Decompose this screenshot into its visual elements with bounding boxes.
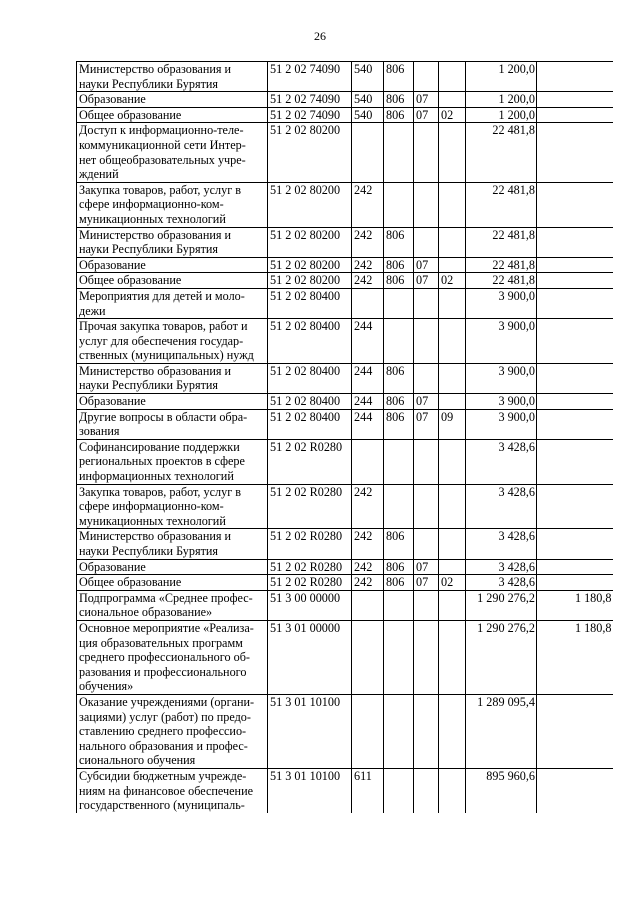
name-line: Субсидии бюджетным учрежде- bbox=[79, 768, 247, 783]
extra-amount-cell bbox=[537, 559, 613, 575]
name-line: коммуникационной сети Интер- bbox=[79, 137, 246, 152]
grbs-cell bbox=[384, 590, 414, 620]
name-line: сфере информационно-ком- bbox=[79, 197, 224, 212]
code-cell: 51 2 02 80400 bbox=[268, 409, 352, 439]
table-row bbox=[77, 394, 613, 410]
section-cell bbox=[414, 319, 439, 364]
section-cell bbox=[414, 768, 439, 812]
amount-cell: 895 960,6 bbox=[466, 768, 537, 812]
extra-amount-cell bbox=[537, 182, 613, 227]
extra-amount-cell bbox=[537, 694, 613, 768]
amount-cell: 22 481,8 bbox=[466, 227, 537, 257]
expense-type-cell: 242 bbox=[352, 529, 384, 559]
extra-amount-cell bbox=[537, 409, 613, 439]
name-line: сфере информационно-ком- bbox=[79, 499, 224, 514]
name-line: Министерство образования и bbox=[79, 62, 232, 76]
grbs-cell: 806 bbox=[384, 409, 414, 439]
name-cell bbox=[77, 288, 268, 318]
name-cell bbox=[77, 107, 268, 123]
name-line: Министерство образования и bbox=[79, 363, 232, 378]
name-line: государственного (муниципаль- bbox=[79, 798, 245, 813]
section-cell: 07 bbox=[414, 409, 439, 439]
extra-amount-cell bbox=[537, 123, 613, 182]
table-row bbox=[77, 409, 613, 439]
section-cell: 07 bbox=[414, 257, 439, 273]
table-row bbox=[77, 288, 613, 318]
expense-type-cell bbox=[352, 123, 384, 182]
name-line: Софинансирование поддержки bbox=[79, 439, 240, 454]
code-cell: 51 2 02 80200 bbox=[268, 227, 352, 257]
extra-amount-cell bbox=[537, 227, 613, 257]
table-row bbox=[77, 92, 613, 108]
grbs-cell bbox=[384, 768, 414, 812]
amount-cell: 3 900,0 bbox=[466, 319, 537, 364]
name-line: сионального обучения bbox=[79, 753, 196, 768]
budget-table bbox=[76, 61, 613, 813]
name-cell bbox=[77, 409, 268, 439]
expense-type-cell: 244 bbox=[352, 319, 384, 364]
extra-amount-cell bbox=[537, 257, 613, 273]
code-cell: 51 2 02 R0280 bbox=[268, 529, 352, 559]
table-row bbox=[77, 363, 613, 393]
amount-cell: 3 900,0 bbox=[466, 288, 537, 318]
code-cell: 51 2 02 80200 bbox=[268, 257, 352, 273]
name-line: Подпрограмма «Среднее профес- bbox=[79, 590, 253, 605]
table-row bbox=[77, 182, 613, 227]
name-cell bbox=[77, 273, 268, 289]
expense-type-cell bbox=[352, 439, 384, 484]
name-cell bbox=[77, 559, 268, 575]
code-cell: 51 3 01 10100 bbox=[268, 694, 352, 768]
extra-amount-cell bbox=[537, 529, 613, 559]
name-line: Закупка товаров, работ, услуг в bbox=[79, 182, 241, 197]
extra-amount-cell: 1 180,8 bbox=[537, 590, 613, 620]
grbs-cell: 806 bbox=[384, 394, 414, 410]
subsection-cell bbox=[439, 319, 466, 364]
table-row bbox=[77, 319, 613, 364]
amount-cell: 22 481,8 bbox=[466, 123, 537, 182]
extra-amount-cell bbox=[537, 319, 613, 364]
code-cell: 51 2 02 74090 bbox=[268, 107, 352, 123]
subsection-cell bbox=[439, 182, 466, 227]
name-line: Образование bbox=[79, 394, 146, 409]
name-cell bbox=[77, 694, 268, 768]
name-line: Общее образование bbox=[79, 107, 182, 122]
expense-type-cell: 242 bbox=[352, 484, 384, 529]
code-cell: 51 3 00 00000 bbox=[268, 590, 352, 620]
grbs-cell bbox=[384, 319, 414, 364]
subsection-cell bbox=[439, 123, 466, 182]
grbs-cell: 806 bbox=[384, 273, 414, 289]
subsection-cell bbox=[439, 227, 466, 257]
name-line: среднего профессионального об- bbox=[79, 650, 250, 665]
grbs-cell: 806 bbox=[384, 363, 414, 393]
name-cell bbox=[77, 62, 268, 92]
section-cell bbox=[414, 182, 439, 227]
code-cell: 51 2 02 R0280 bbox=[268, 575, 352, 591]
amount-cell: 3 900,0 bbox=[466, 409, 537, 439]
name-cell bbox=[77, 257, 268, 273]
section-cell bbox=[414, 620, 439, 694]
table-row bbox=[77, 575, 613, 591]
code-cell: 51 2 02 R0280 bbox=[268, 439, 352, 484]
name-line: зования bbox=[79, 424, 120, 439]
expense-type-cell: 242 bbox=[352, 182, 384, 227]
name-line: Образование bbox=[79, 257, 146, 272]
name-line: Другие вопросы в области обра- bbox=[79, 409, 248, 424]
subsection-cell: 02 bbox=[439, 575, 466, 591]
grbs-cell: 806 bbox=[384, 529, 414, 559]
code-cell: 51 3 01 00000 bbox=[268, 620, 352, 694]
table-row bbox=[77, 123, 613, 182]
grbs-cell bbox=[384, 484, 414, 529]
grbs-cell bbox=[384, 288, 414, 318]
table-row bbox=[77, 227, 613, 257]
table-row bbox=[77, 768, 613, 812]
section-cell: 07 bbox=[414, 92, 439, 108]
extra-amount-cell bbox=[537, 484, 613, 529]
name-cell bbox=[77, 363, 268, 393]
code-cell: 51 2 02 80400 bbox=[268, 288, 352, 318]
section-cell bbox=[414, 62, 439, 92]
name-line: науки Республики Бурятия bbox=[79, 378, 219, 393]
grbs-cell: 806 bbox=[384, 92, 414, 108]
extra-amount-cell bbox=[537, 394, 613, 410]
name-line: Мероприятия для детей и моло- bbox=[79, 288, 245, 303]
expense-type-cell bbox=[352, 620, 384, 694]
subsection-cell bbox=[439, 768, 466, 812]
name-line: науки Республики Бурятия bbox=[79, 242, 219, 257]
table-row bbox=[77, 620, 613, 694]
grbs-cell bbox=[384, 620, 414, 694]
name-line: ниям на финансовое обеспечение bbox=[79, 783, 254, 798]
amount-cell: 1 290 276,2 bbox=[466, 620, 537, 694]
extra-amount-cell bbox=[537, 92, 613, 108]
name-cell bbox=[77, 182, 268, 227]
amount-cell: 1 289 095,4 bbox=[466, 694, 537, 768]
name-line: Прочая закупка товаров, работ и bbox=[79, 319, 248, 334]
code-cell: 51 3 01 10100 bbox=[268, 768, 352, 812]
name-line: Общее образование bbox=[79, 273, 182, 288]
name-cell bbox=[77, 92, 268, 108]
name-cell bbox=[77, 590, 268, 620]
amount-cell: 3 900,0 bbox=[466, 363, 537, 393]
grbs-cell: 806 bbox=[384, 575, 414, 591]
name-line: обучения» bbox=[79, 679, 134, 694]
name-cell bbox=[77, 575, 268, 591]
amount-cell: 1 200,0 bbox=[466, 92, 537, 108]
name-line: информационных технологий bbox=[79, 469, 234, 484]
extra-amount-cell bbox=[537, 62, 613, 92]
section-cell: 07 bbox=[414, 273, 439, 289]
name-line: нального образования и профес- bbox=[79, 738, 248, 753]
amount-cell: 3 428,6 bbox=[466, 439, 537, 484]
subsection-cell bbox=[439, 484, 466, 529]
section-cell bbox=[414, 288, 439, 318]
name-cell bbox=[77, 768, 268, 812]
name-cell bbox=[77, 439, 268, 484]
amount-cell: 1 290 276,2 bbox=[466, 590, 537, 620]
section-cell bbox=[414, 439, 439, 484]
name-line: Оказание учреждениями (органи- bbox=[79, 694, 255, 709]
expense-type-cell bbox=[352, 694, 384, 768]
name-line: муникационных технологий bbox=[79, 211, 226, 226]
expense-type-cell: 242 bbox=[352, 257, 384, 273]
amount-cell: 3 428,6 bbox=[466, 484, 537, 529]
name-line: ждений bbox=[79, 167, 119, 182]
section-cell bbox=[414, 590, 439, 620]
name-line: Закупка товаров, работ, услуг в bbox=[79, 484, 241, 499]
subsection-cell: 02 bbox=[439, 273, 466, 289]
name-cell bbox=[77, 620, 268, 694]
name-cell bbox=[77, 123, 268, 182]
amount-cell: 3 900,0 bbox=[466, 394, 537, 410]
extra-amount-cell bbox=[537, 439, 613, 484]
section-cell bbox=[414, 227, 439, 257]
table-row bbox=[77, 107, 613, 123]
name-line: Министерство образования и bbox=[79, 227, 232, 242]
subsection-cell bbox=[439, 394, 466, 410]
subsection-cell bbox=[439, 620, 466, 694]
section-cell bbox=[414, 529, 439, 559]
name-line: Доступ к информационно-теле- bbox=[79, 123, 244, 138]
code-cell: 51 2 02 80400 bbox=[268, 319, 352, 364]
name-line: Министерство образования и bbox=[79, 529, 232, 544]
grbs-cell bbox=[384, 694, 414, 768]
name-line: Образование bbox=[79, 92, 146, 107]
name-line: нет общеобразовательных учре- bbox=[79, 152, 246, 167]
table-row bbox=[77, 439, 613, 484]
section-cell bbox=[414, 363, 439, 393]
name-line: зациями) услуг (работ) по предо- bbox=[79, 709, 251, 724]
section-cell: 07 bbox=[414, 575, 439, 591]
expense-type-cell: 242 bbox=[352, 575, 384, 591]
section-cell bbox=[414, 484, 439, 529]
subsection-cell bbox=[439, 363, 466, 393]
subsection-cell bbox=[439, 590, 466, 620]
expense-type-cell: 244 bbox=[352, 409, 384, 439]
name-line: Общее образование bbox=[79, 575, 182, 590]
amount-cell: 1 200,0 bbox=[466, 107, 537, 123]
extra-amount-cell bbox=[537, 768, 613, 812]
subsection-cell bbox=[439, 694, 466, 768]
extra-amount-cell bbox=[537, 273, 613, 289]
table-row bbox=[77, 590, 613, 620]
extra-amount-cell bbox=[537, 575, 613, 591]
expense-type-cell: 540 bbox=[352, 107, 384, 123]
grbs-cell bbox=[384, 123, 414, 182]
table-row bbox=[77, 484, 613, 529]
grbs-cell: 806 bbox=[384, 62, 414, 92]
table-row bbox=[77, 273, 613, 289]
extra-amount-cell bbox=[537, 363, 613, 393]
name-cell bbox=[77, 529, 268, 559]
code-cell: 51 2 02 74090 bbox=[268, 62, 352, 92]
name-cell bbox=[77, 484, 268, 529]
amount-cell: 22 481,8 bbox=[466, 182, 537, 227]
name-cell bbox=[77, 319, 268, 364]
amount-cell: 3 428,6 bbox=[466, 529, 537, 559]
section-cell bbox=[414, 123, 439, 182]
name-line: сиональное образование» bbox=[79, 605, 213, 620]
subsection-cell: 02 bbox=[439, 107, 466, 123]
subsection-cell bbox=[439, 257, 466, 273]
code-cell: 51 2 02 80200 bbox=[268, 123, 352, 182]
code-cell: 51 2 02 80200 bbox=[268, 182, 352, 227]
table-row bbox=[77, 694, 613, 768]
expense-type-cell: 611 bbox=[352, 768, 384, 812]
name-line: науки Республики Бурятия bbox=[79, 76, 219, 91]
expense-type-cell bbox=[352, 288, 384, 318]
name-line: ция образовательных программ bbox=[79, 635, 243, 650]
extra-amount-cell bbox=[537, 288, 613, 318]
table-row bbox=[77, 529, 613, 559]
page-number: 26 bbox=[314, 29, 326, 43]
name-cell bbox=[77, 227, 268, 257]
amount-cell: 22 481,8 bbox=[466, 257, 537, 273]
grbs-cell: 806 bbox=[384, 257, 414, 273]
section-cell bbox=[414, 694, 439, 768]
subsection-cell bbox=[439, 559, 466, 575]
name-line: разования и профессионального bbox=[79, 664, 247, 679]
name-line: услуг для обеспечения государ- bbox=[79, 333, 244, 348]
expense-type-cell: 242 bbox=[352, 227, 384, 257]
subsection-cell bbox=[439, 288, 466, 318]
subsection-cell bbox=[439, 439, 466, 484]
expense-type-cell: 244 bbox=[352, 394, 384, 410]
grbs-cell bbox=[384, 439, 414, 484]
expense-type-cell: 242 bbox=[352, 559, 384, 575]
expense-type-cell: 244 bbox=[352, 363, 384, 393]
name-cell bbox=[77, 394, 268, 410]
table-row bbox=[77, 559, 613, 575]
amount-cell: 3 428,6 bbox=[466, 559, 537, 575]
subsection-cell bbox=[439, 529, 466, 559]
expense-type-cell: 242 bbox=[352, 273, 384, 289]
section-cell: 07 bbox=[414, 559, 439, 575]
code-cell: 51 2 02 74090 bbox=[268, 92, 352, 108]
extra-amount-cell bbox=[537, 107, 613, 123]
name-line: науки Республики Бурятия bbox=[79, 544, 219, 558]
amount-cell: 3 428,6 bbox=[466, 575, 537, 591]
code-cell: 51 2 02 80400 bbox=[268, 363, 352, 393]
name-line: ставлению среднего профессио- bbox=[79, 724, 247, 739]
grbs-cell: 806 bbox=[384, 559, 414, 575]
amount-cell: 22 481,8 bbox=[466, 273, 537, 289]
code-cell: 51 2 02 80400 bbox=[268, 394, 352, 410]
expense-type-cell bbox=[352, 590, 384, 620]
table-row bbox=[77, 257, 613, 273]
section-cell: 07 bbox=[414, 107, 439, 123]
code-cell: 51 2 02 80200 bbox=[268, 273, 352, 289]
name-line: региональных проектов в сфере bbox=[79, 454, 245, 469]
grbs-cell: 806 bbox=[384, 227, 414, 257]
subsection-cell: 09 bbox=[439, 409, 466, 439]
name-line: Образование bbox=[79, 559, 146, 574]
expense-type-cell: 540 bbox=[352, 92, 384, 108]
amount-cell: 1 200,0 bbox=[466, 62, 537, 92]
table-body bbox=[77, 62, 613, 813]
code-cell: 51 2 02 R0280 bbox=[268, 559, 352, 575]
subsection-cell bbox=[439, 62, 466, 92]
code-cell: 51 2 02 R0280 bbox=[268, 484, 352, 529]
name-line: дежи bbox=[79, 303, 106, 318]
subsection-cell bbox=[439, 92, 466, 108]
section-cell: 07 bbox=[414, 394, 439, 410]
name-line: муникационных технологий bbox=[79, 513, 226, 528]
extra-amount-cell: 1 180,8 bbox=[537, 620, 613, 694]
grbs-cell bbox=[384, 182, 414, 227]
grbs-cell: 806 bbox=[384, 107, 414, 123]
expense-type-cell: 540 bbox=[352, 62, 384, 92]
table-row bbox=[77, 62, 613, 92]
name-line: ственных (муниципальных) нужд bbox=[79, 348, 254, 363]
name-line: Основное мероприятие «Реализа- bbox=[79, 620, 254, 635]
